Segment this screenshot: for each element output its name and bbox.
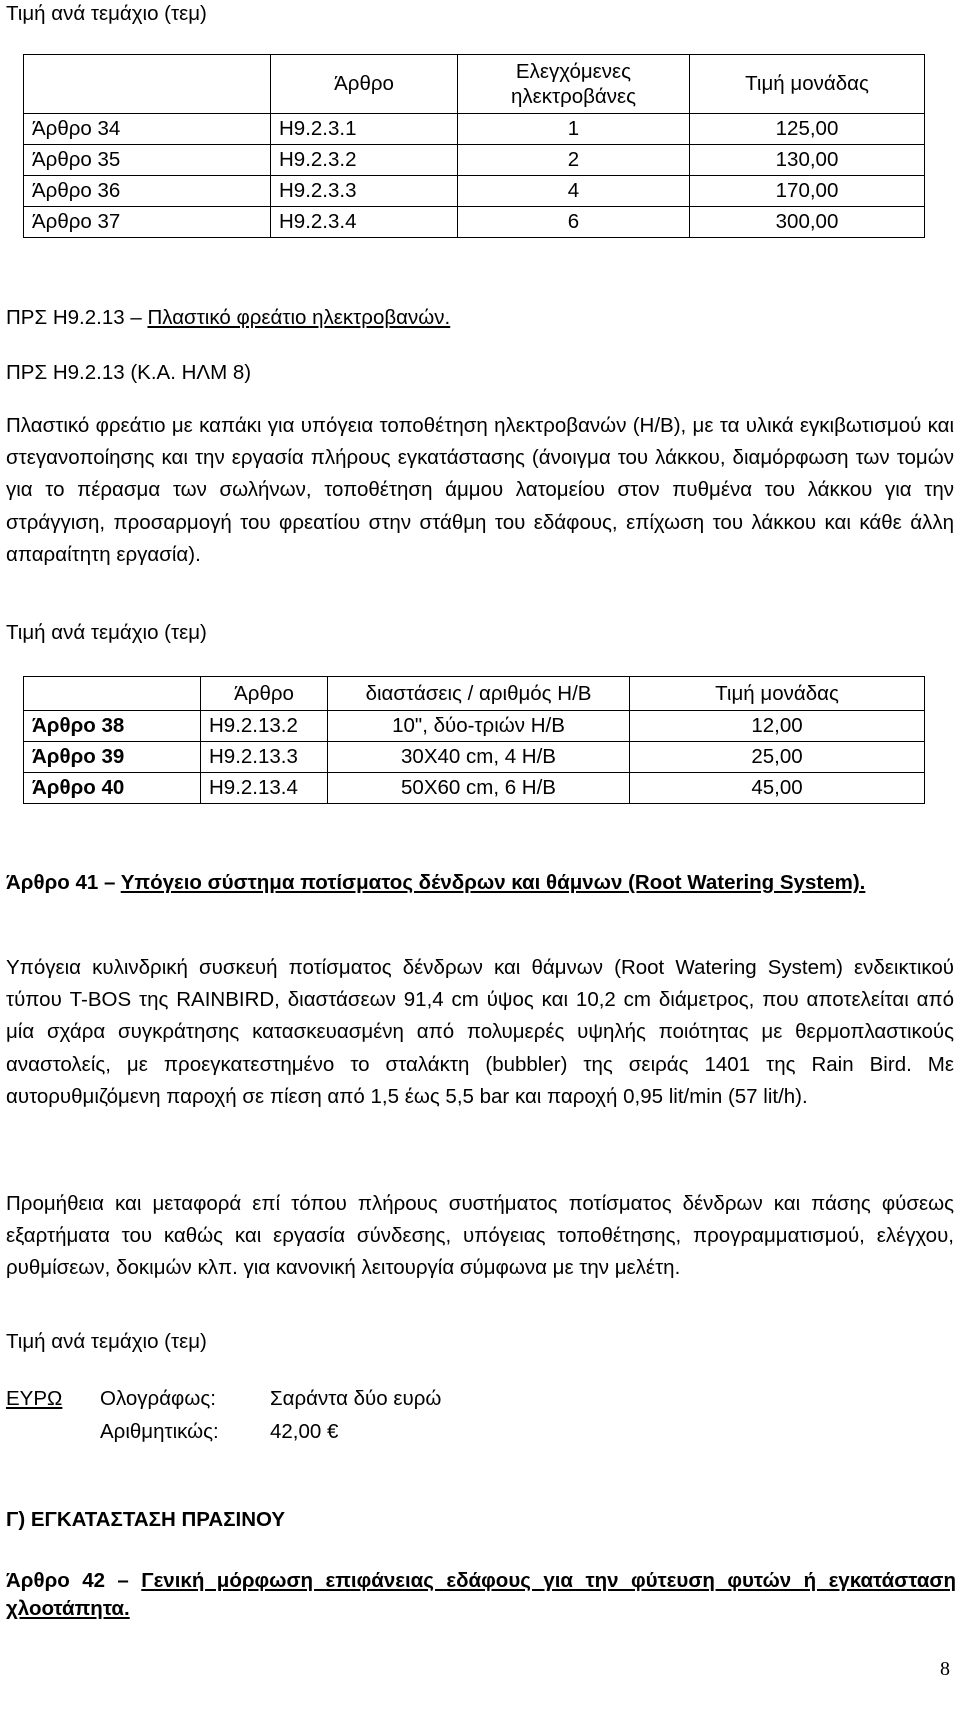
- cell-price: 45,00: [630, 773, 925, 804]
- table-header-unit-price: Τιμή μονάδας: [630, 677, 925, 711]
- words-value: Σαράντα δύο ευρώ: [270, 1387, 442, 1410]
- table-header-valves: Ελεγχόμενες ηλεκτροβάνες: [458, 55, 690, 114]
- cell-code: Η9.2.3.1: [271, 114, 458, 145]
- table-row: [24, 207, 925, 238]
- table-row: [24, 742, 925, 773]
- cell-code: Η9.2.13.2: [201, 711, 328, 742]
- article-42-title: [6, 1567, 956, 1623]
- section-reference: ΠΡΣ Η9.2.13 (Κ.Α. ΗΛΜ 8): [6, 361, 252, 384]
- cell-count: 1: [458, 114, 690, 145]
- article-title: Γενική μόρφωση επιφάνειας εδάφους για την φύτευση φυτών ή εγκατάσταση χλοοτάπητα.: [6, 1569, 956, 1620]
- cell-description: 30Χ40 cm, 4 Η/Β: [328, 742, 630, 773]
- table-row: [24, 145, 925, 176]
- cell-count: 2: [458, 145, 690, 176]
- table-header-article: Άρθρο: [201, 677, 328, 711]
- price-unit-heading: Τιμή ανά τεμάχιο (τεμ): [6, 2, 207, 25]
- cell-price: 130,00: [690, 145, 925, 176]
- price-unit-label: Τιμή ανά τεμάχιο (τεμ): [6, 1330, 207, 1353]
- section-code: ΠΡΣ Η9.2.13 –: [6, 306, 142, 329]
- cell-code: Η9.2.3.4: [271, 207, 458, 238]
- cell-article: Άρθρο 35: [24, 145, 271, 176]
- article-number: Άρθρο 41 –: [6, 871, 116, 894]
- cell-description: 50Χ60 cm, 6 Η/Β: [328, 773, 630, 804]
- numeric-label: Αριθμητικώς:: [100, 1420, 219, 1443]
- cell-count: 4: [458, 176, 690, 207]
- section-title: [6, 306, 450, 330]
- table-manholes: [23, 676, 925, 804]
- price-unit-label: Τιμή ανά τεμάχιο (τεμ): [6, 621, 207, 644]
- table-electrovalves: [23, 54, 925, 238]
- cell-code: Η9.2.3.2: [271, 145, 458, 176]
- article-41-supply-text: Προμήθεια και μεταφορά επί τόπου πλήρους συστήματος ποτίσματος δένδρων και πάσης φύσεως εξαρτήματα του καθώς και εργασία σύνδεσης, υπόγειας τοποθέτησης, προγραμματισμού, ελέγχου, ρυθμίσεων, δοκιμών κλπ. για κανονική λειτουργία σύμφωνα με την μελέτη.: [6, 1192, 954, 1280]
- table-header-empty: [24, 677, 201, 711]
- currency-label: ΕΥΡΩ: [6, 1387, 63, 1410]
- table-row: [24, 711, 925, 742]
- cell-article: Άρθρο 37: [24, 207, 271, 238]
- cell-price: 25,00: [630, 742, 925, 773]
- article-41-title: [6, 869, 956, 896]
- section-heading-g: Γ) ΕΓΚΑΤΑΣΤΑΣΗ ΠΡΑΣΙΝΟΥ: [6, 1508, 286, 1531]
- cell-price: 300,00: [690, 207, 925, 238]
- table-row: [24, 114, 925, 145]
- article-title: Υπόγειο σύστημα ποτίσματος δένδρων και θάμνων (Root Watering System).: [120, 871, 866, 894]
- cell-article: Άρθρο 40: [24, 773, 201, 804]
- table-header-unit-price: Τιμή μονάδας: [690, 55, 925, 114]
- cell-price: 125,00: [690, 114, 925, 145]
- cell-description: 10", δύο-τριών Η/Β: [328, 711, 630, 742]
- cell-code: Η9.2.13.4: [201, 773, 328, 804]
- cell-article: Άρθρο 34: [24, 114, 271, 145]
- table-header-dimensions: διαστάσεις / αριθμός Η/Β: [328, 677, 630, 711]
- cell-article: Άρθρο 39: [24, 742, 201, 773]
- cell-count: 6: [458, 207, 690, 238]
- article-number: Άρθρο 42 –: [6, 1569, 129, 1592]
- cell-code: Η9.2.13.3: [201, 742, 328, 773]
- words-label: Ολογράφως:: [100, 1387, 216, 1410]
- page-number: 8: [940, 1658, 950, 1680]
- article-41-description: Υπόγεια κυλινδρική συσκευή ποτίσματος δένδρων και θάμνων (Root Watering System) ενδεικτικού τύπου T-BOS της RAINBIRD, διαστάσεων 91,4 cm ύψος και 10,2 cm διάμετρος, που αποτελείται από μία σχάρα συγκράτησης κατασκευασμένη από πολυμερές υψηλής ποιότητας με θερμοπλαστικούς αναστολείς, με προεγκατεστημένο το σταλάκτη (bubbler) της σειράς 1401 της Rain Bird. Με αυτορυθμιζόμενη παροχή σε πίεση από 1,5 έως 5,5 bar και παροχή 0,95 lit/min (57 lit/h).: [6, 956, 954, 1108]
- cell-code: Η9.2.3.3: [271, 176, 458, 207]
- table-row: [24, 773, 925, 804]
- cell-price: 170,00: [690, 176, 925, 207]
- section-title-text: Πλαστικό φρεάτιο ηλεκτροβανών.: [147, 306, 451, 329]
- section-description: Πλαστικό φρεάτιο με καπάκι για υπόγεια τοποθέτηση ηλεκτροβανών (Η/Β), με τα υλικά εγκιβωτισμού και στεγανοποίησης και την εργασία πλήρους εγκατάστασης (άνοιγμα του λάκκου, διαμόρφωση των τομών για το πέρασμα των σωλήνων, τοποθέτηση άμμου λατομείου στον πυθμένα του λάκκου για την στράγγιση, προσαρμογή του φρεατίου στην στάθμη του εδάφους, επίχωση του λάκκου και κάθε άλλη απαραίτητη εργασία).: [6, 414, 954, 566]
- table-header-article: Άρθρο: [271, 55, 458, 114]
- numeric-value: 42,00 €: [270, 1420, 339, 1443]
- cell-article: Άρθρο 36: [24, 176, 271, 207]
- cell-price: 12,00: [630, 711, 925, 742]
- table-row: [24, 176, 925, 207]
- cell-article: Άρθρο 38: [24, 711, 201, 742]
- table-header-empty: [24, 55, 271, 114]
